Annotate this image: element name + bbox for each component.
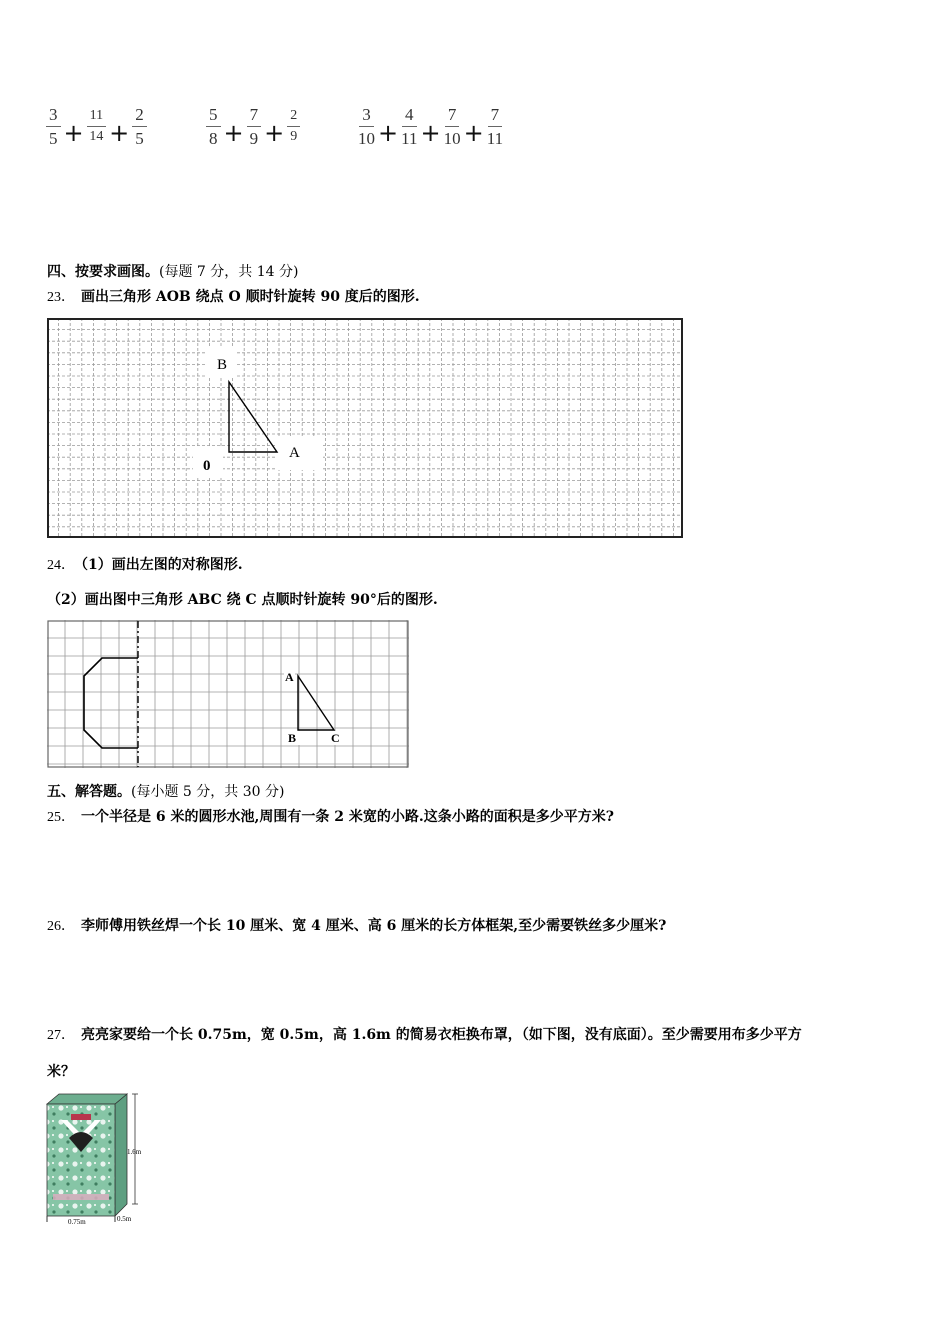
section-5-heading [47,781,284,801]
q24-grid-figure [47,620,409,768]
fraction: $\frac{5}{8}$ [206,106,221,147]
question-text: 米？ [47,1064,75,1080]
plus-sign: + [223,119,244,147]
width-label: 0.5m [117,1215,132,1223]
point-label-a: A [289,445,300,461]
grid-border [48,621,408,767]
question-24-part-2 [47,589,438,609]
wardrobe-bow [71,1114,91,1120]
question-24-part-1 [47,554,243,574]
point-label-b: B [288,731,297,745]
point-label-c: C [331,731,340,745]
question-27-continued [47,1061,75,1081]
plus-sign: + [264,119,285,147]
fraction: $\frac{3}{10}$ [358,104,375,148]
question-26 [47,915,666,935]
point-label-a: A [285,670,294,684]
solid-grid [47,620,409,768]
fraction: $\frac{3}{5}$ [46,106,61,147]
question-number: 24． [47,558,75,573]
dashed-grid [47,318,683,538]
grid-border [48,319,682,537]
triangle-aob [229,382,277,452]
question-27 [47,1024,802,1044]
fraction-exercise-1 [46,98,147,154]
section-points: (每题 7 分，共 14 分) [159,264,299,280]
wardrobe-top [47,1094,127,1104]
length-label: 0.75m [68,1218,86,1226]
question-text: （1）画出左图的对称图形. [81,557,243,573]
section-points: (每小题 5 分，共 30 分) [131,784,285,800]
point-label-o: 0 [203,458,211,474]
q23-grid-figure [47,318,683,538]
question-text: 李师傅用铁丝焊一个长 10 厘米、宽 4 厘米、高 6 厘米的长方体框架,至少需要铁丝多少厘米? [81,918,667,934]
question-number: 25． [47,810,75,825]
wardrobe-figure [43,1090,155,1226]
question-23 [47,286,420,306]
question-text: 亮亮家要给一个长 0.75m，宽 0.5m，高 1.6m 的简易衣柜换布罩，（如下图，没有底面）。至少需要用布多少平方 [81,1027,802,1043]
fraction-exercise-2 [206,98,300,154]
fraction: $\frac{2}{5}$ [132,106,147,147]
plus-sign: + [109,119,130,147]
question-number: 26． [47,919,75,934]
fraction: $\frac{7}{9}$ [247,106,262,147]
fraction: $\frac{4}{11}$ [401,104,418,148]
wardrobe-hem [53,1194,109,1200]
fraction: $\frac{7}{10}$ [443,104,461,148]
question-number: 23． [47,290,75,305]
point-label-b: B [217,357,228,373]
half-shape [84,658,138,748]
triangle-abc [298,676,334,730]
plus-sign: + [463,119,484,147]
section-4-heading [47,261,298,281]
fraction: $\frac{7}{11}$ [486,104,504,148]
question-number: 27． [47,1028,75,1043]
question-text: （2）画出图中三角形 ABC 绕 C 点顺时针旋转 90°后的图形. [47,592,438,608]
section-title: 五、解答题。 [47,784,131,800]
label-mask-a [277,436,323,470]
question-text: 一个半径是 6 米的圆形水池,周围有一条 2 米宽的小路.这条小路的面积是多少平方米? [81,809,614,825]
question-25 [47,806,614,826]
fraction-exercise-3 [358,98,503,154]
fraction: $\frac{2}{9}$ [287,109,300,144]
plus-sign: + [420,119,441,147]
plus-sign: + [378,119,399,147]
fraction: $\frac{11}{14}$ [87,109,106,144]
section-title: 四、按要求画图。 [47,264,159,280]
height-label: 1.6m [127,1148,142,1156]
wardrobe-side [115,1094,127,1216]
plus-sign: + [63,119,84,147]
question-text: 画出三角形 AOB 绕点 O 顺时针旋转 90 度后的图形. [81,289,420,305]
